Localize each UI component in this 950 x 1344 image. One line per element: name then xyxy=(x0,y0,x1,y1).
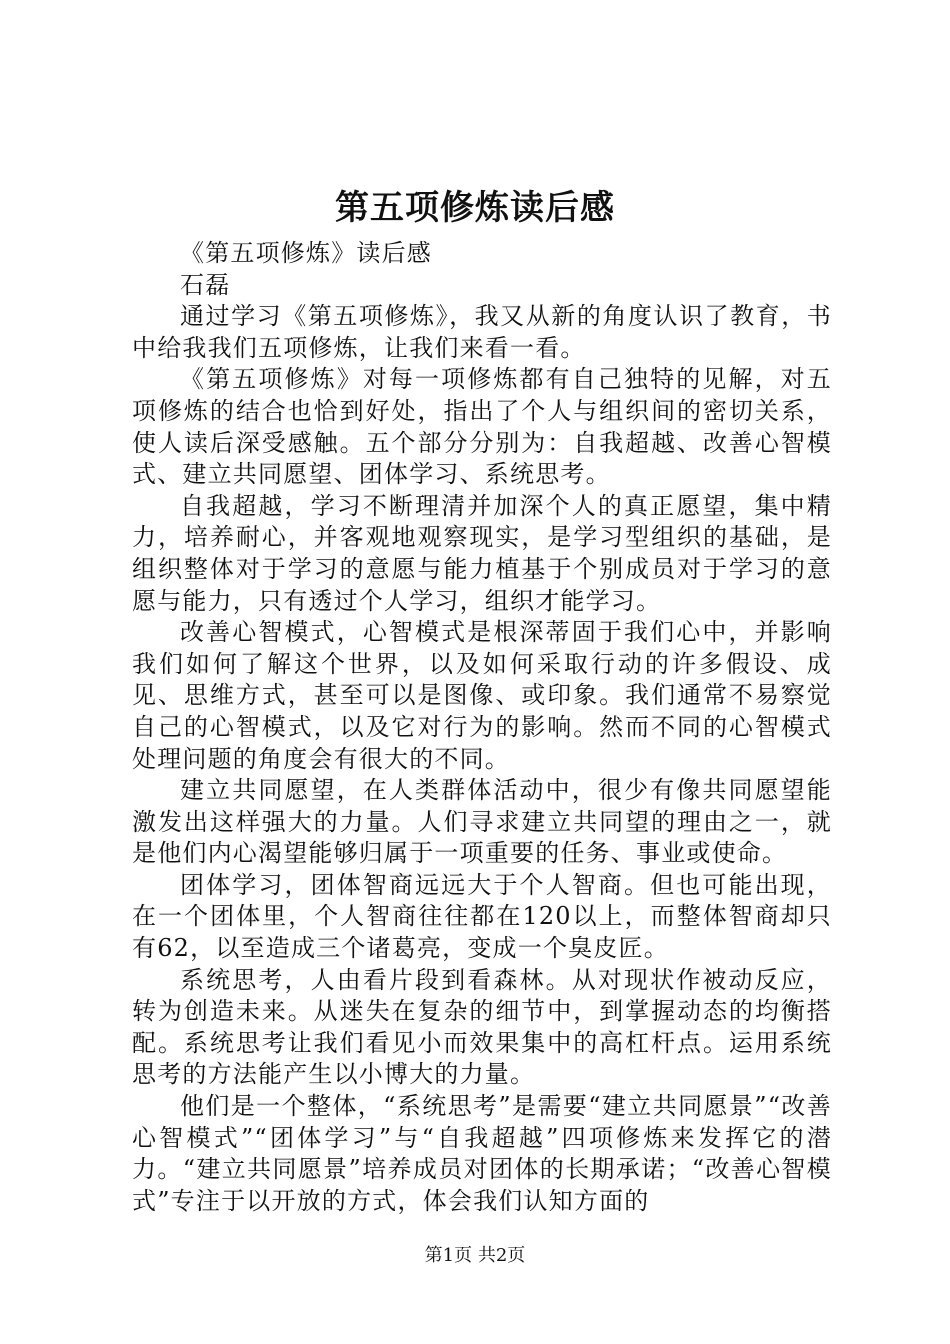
body-paragraph: 他们是一个整体，“系统思考”是需要“建立共同愿景”“改善心智模式”“团体学习”与“自我超越”四项修炼来发挥它的潜力。“建立共同愿景”培养成员对团体的长期承诺；“改善心智模式”专注于以开放的方式，体会我们认知方面的 xyxy=(132,1092,832,1215)
body-paragraph: 系统思考，人由看片段到看森林。从对现状作被动反应，转为创造未来。从迷失在复杂的细节中，到掌握动态的均衡搭配。系统思考让我们看见小而效果集中的高杠杆点。运用系统思考的方法能产生以小博大的力量。 xyxy=(132,965,832,1089)
body-paragraph: 通过学习《第五项修炼》，我又从新的角度认识了教育，书中给我我们五项修炼，让我们来看一看。 xyxy=(132,302,832,362)
author-paragraph: 石磊 xyxy=(180,270,231,299)
subtitle-paragraph: 《第五项修炼》读后感 xyxy=(180,239,432,267)
document-body xyxy=(132,238,832,1217)
page-footer: 第1页 共2页 xyxy=(424,1245,526,1266)
body-paragraph: 团体学习，团体智商远远大于个人智商。但也可能出现，在一个团体里，个人智商往往都在120以上，而整体智商却只有62，以至造成三个诸葛亮，变成一个臭皮匠。 xyxy=(132,870,832,963)
body-paragraph: 改善心智模式，心智模式是根深蒂固于我们心中，并影响我们如何了解这个世界，以及如何采取行动的许多假设、成见、思维方式，甚至可以是图像、或印象。我们通常不易察觉自己的心智模式，以及它对行为的影响。然而不同的心智模式处理问题的角度会有很大的不同。 xyxy=(132,618,832,773)
body-paragraph: 自我超越，学习不断理清并加深个人的真正愿望，集中精力，培养耐心，并客观地观察现实，是学习型组织的基础，是组织整体对于学习的意愿与能力植基于个别成员对于学习的意愿与能力，只有透过个人学习，组织才能学习。 xyxy=(132,491,832,615)
document-title: 第五项修炼读后感 xyxy=(335,188,615,228)
body-paragraph: 《第五项修炼》对每一项修炼都有自己独特的见解，对五项修炼的结合也恰到好处，指出了个人与组织间的密切关系，使人读后深受感触。五个部分分别为：自我超越、改善心智模式、建立共同愿望、团体学习、系统思考。 xyxy=(132,365,832,489)
body-paragraph: 建立共同愿望，在人类群体活动中，很少有像共同愿望能激发出这样强大的力量。人们寻求建立共同望的理由之一，就是他们内心渴望能够归属于一项重要的任务、事业或使命。 xyxy=(132,776,832,868)
